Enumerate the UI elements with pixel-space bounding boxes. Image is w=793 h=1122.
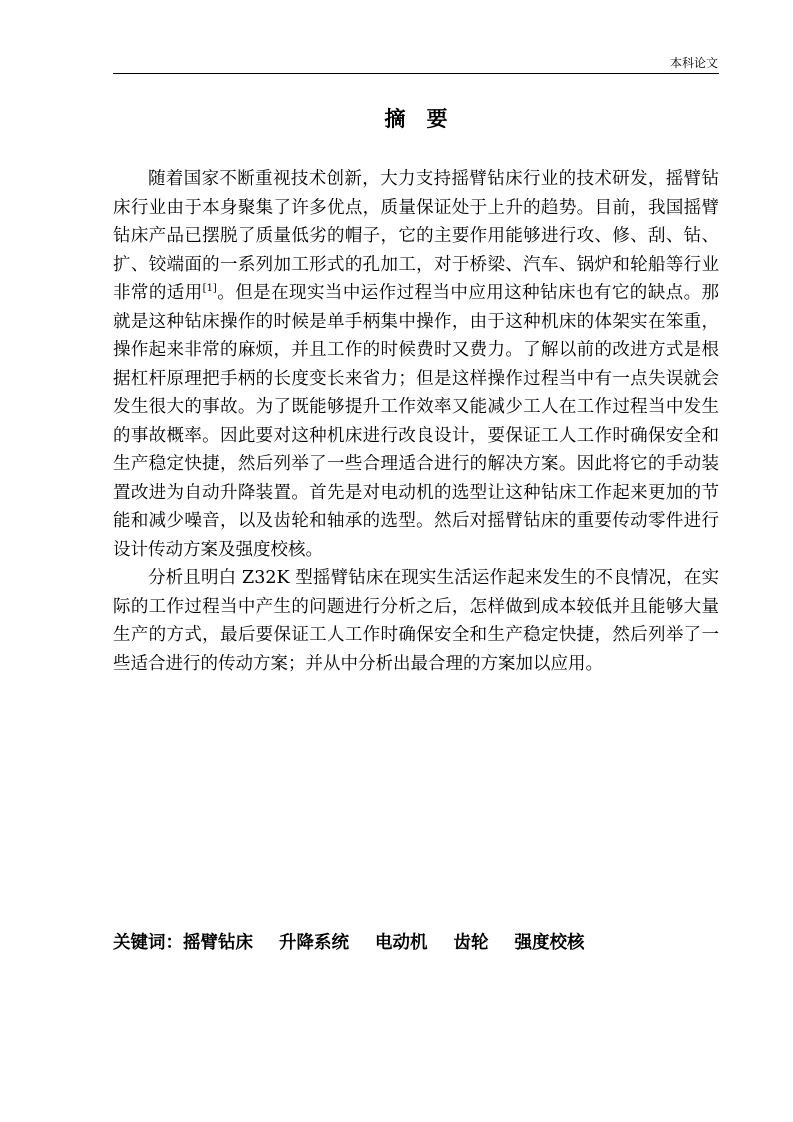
- paragraph-1-text-after-ref: 。但是在现实当中运作过程当中应用这种钻床也有它的缺点。那就是这种钻床操作的时候是单手柄集中操作，由于这种机床的体架实在笨重，操作起来非常的麻烦，并且工作的时候费时又费力。了解以前的改进方式是根据杠杆原理把手柄的长度变长来省力；但是这样操作过程当中有一点失误就会发生很大的事故。为了既能够提升工作效率又能减少工人在工作过程当中发生的事故概率。因此要对这种机床进行改良设计，要保证工人工作时确保安全和生产稳定快捷，然后列举了一些合理适合进行的解决方案。因此将它的手动装置改进为自动升降装置。首先是对电动机的选型让这种钻床工作起来更加的节能和减少噪音，以及齿轮和轴承的选型。然后对摇臂钻床的重要传动零件进行设计传动方案及强度校核。: [113, 283, 719, 560]
- keyword-item: 升降系统: [279, 933, 349, 953]
- abstract-body: [113, 165, 719, 678]
- keyword-item: 摇臂钻床: [183, 933, 253, 953]
- citation-ref: [1]: [202, 283, 217, 295]
- keywords-line: [113, 929, 719, 957]
- keyword-item: 齿轮: [453, 933, 489, 953]
- keywords-label: 关键词：: [113, 933, 183, 953]
- abstract-paragraph-1: [113, 165, 719, 564]
- header-label: 本科论文: [669, 56, 718, 70]
- keyword-item: 电动机: [375, 933, 428, 953]
- paragraph-1-text-before-ref: 随着国家不断重视技术创新，大力支持摇臂钻床行业的技术研发，摇臂钻床行业由于本身聚集了许多优点，质量保证处于上升的趋势。目前，我国摇臂钻床产品已摆脱了质量低劣的帽子，它的主要作用能够进行攻、修、刮、钻、扩、铰端面的一系列加工形式的孔加工，对于桥梁、汽车、锅炉和轮船等行业非常的适用: [113, 169, 719, 303]
- abstract-paragraph-2: 分析且明白 Z32K 型摇臂钻床在现实生活运作起来发生的不良情况，在实际的工作过程当中产生的问题进行分析之后，怎样做到成本较低并且能够大量生产的方式，最后要保证工人工作时确保安全和生产稳定快捷，然后列举了一些适合进行的传动方案；并从中分析出最合理的方案加以应用。: [113, 568, 719, 674]
- keyword-item: 强度校核: [514, 933, 585, 953]
- header-rule: [113, 73, 719, 74]
- abstract-title: 摘 要: [384, 106, 448, 131]
